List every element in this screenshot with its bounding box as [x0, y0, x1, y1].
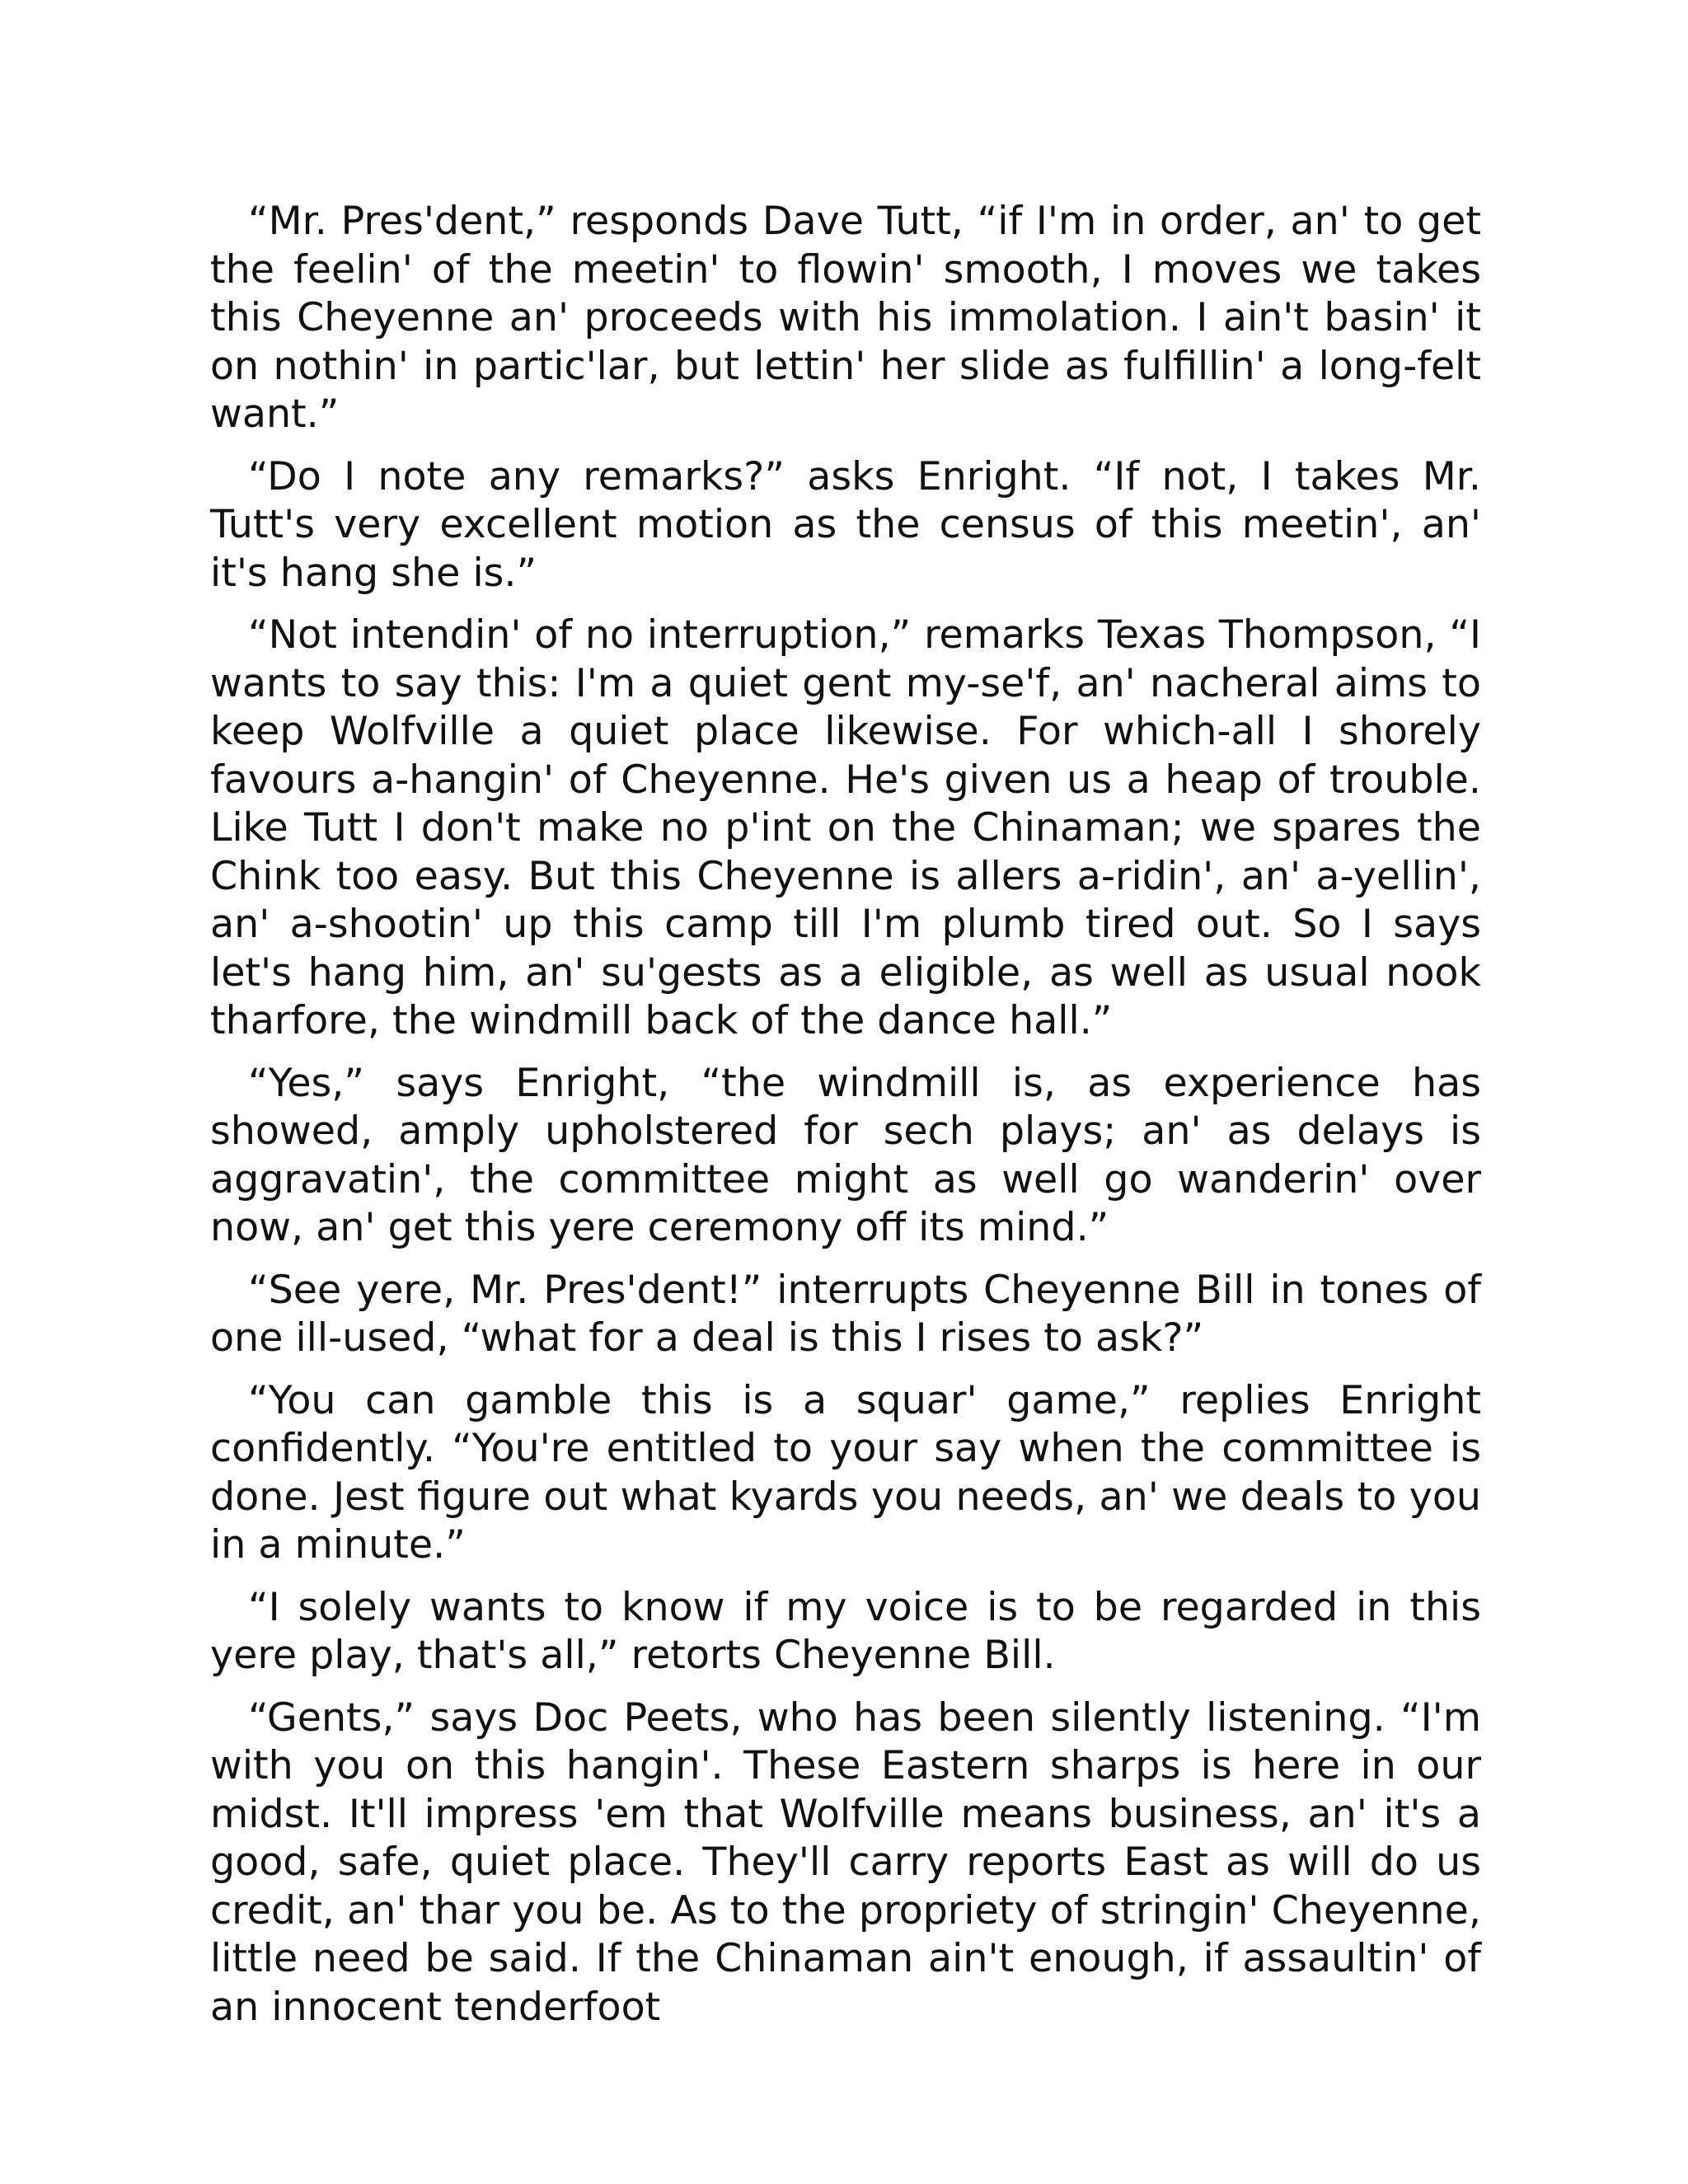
paragraph-cheyenne-bill-objects: “See yere, Mr. Pres'dent!” interrupts Cheyenne Bill in tones of one ill-used, “what for a deal is this I rises to ask?” [210, 1267, 1481, 1361]
paragraph-enright-windmill: “Yes,” says Enright, “the windmill is, as experience has showed, amply upholstered for sech plays; an' as delays is aggravatin', the committee might as well go wanderin' over now, an' get this yere ceremony off its mind.” [210, 1060, 1481, 1250]
book-page [210, 198, 1481, 2046]
paragraph-dave-tutt-motion: “Mr. Pres'dent,” responds Dave Tutt, “if I'm in order, an' to get the feelin' of the meetin' to flowin' smooth, I moves we takes this Cheyenne an' proceeds with his immolation. I ain't basin' it on nothin' in partic'lar, but lettin' her slide as fulfillin' a long-felt want.” [210, 199, 1481, 437]
paragraph-enright-remarks: “Do I note any remarks?” asks Enright. “If not, I takes Mr. Tutt's very excellent motion as the census of this meetin', an' it's hang she is.” [210, 453, 1481, 596]
paragraph-enright-squar-game: “You can gamble this is a squar' game,” replies Enright confidently. “You're entitled to your say when the committee is done. Jest figure out what kyards you needs, an' we deals to you in a minute.” [210, 1377, 1481, 1568]
paragraph-doc-peets: “Gents,” says Doc Peets, who has been silently listening. “I'm with you on this hangin'. These Eastern sharps is here in our midst. It'll impress 'em that Wolfville means business, an' it's a good, safe, quiet place. They'll carry reports East as will do us credit, an' thar you be. As to the propriety of stringin' Cheyenne, little need be said. If the Chinaman ain't enough, if assaultin' of an innocent tenderfoot [210, 1694, 1481, 2030]
paragraph-cheyenne-bill-retorts: “I solely wants to know if my voice is to be regarded in this yere play, that's all,” retorts Cheyenne Bill. [210, 1584, 1481, 1678]
paragraph-texas-thompson: “Not intendin' of no interruption,” remarks Texas Thompson, “I wants to say this: I'm a quiet gent my-se'f, an' nacheral aims to keep Wolfville a quiet place likewise. For which-all I shorely favours a-hangin' of Cheyenne. He's given us a heap of trouble. Like Tutt I don't make no p'int on the Chinaman; we spares the Chink too easy. But this Cheyenne is allers a-ridin', an' a-yellin', an' a-shootin' up this camp till I'm plumb tired out. So I says let's hang him, an' su'gests as a eligible, as well as usual nook tharfore, the windmill back of the dance hall.” [210, 612, 1481, 1043]
